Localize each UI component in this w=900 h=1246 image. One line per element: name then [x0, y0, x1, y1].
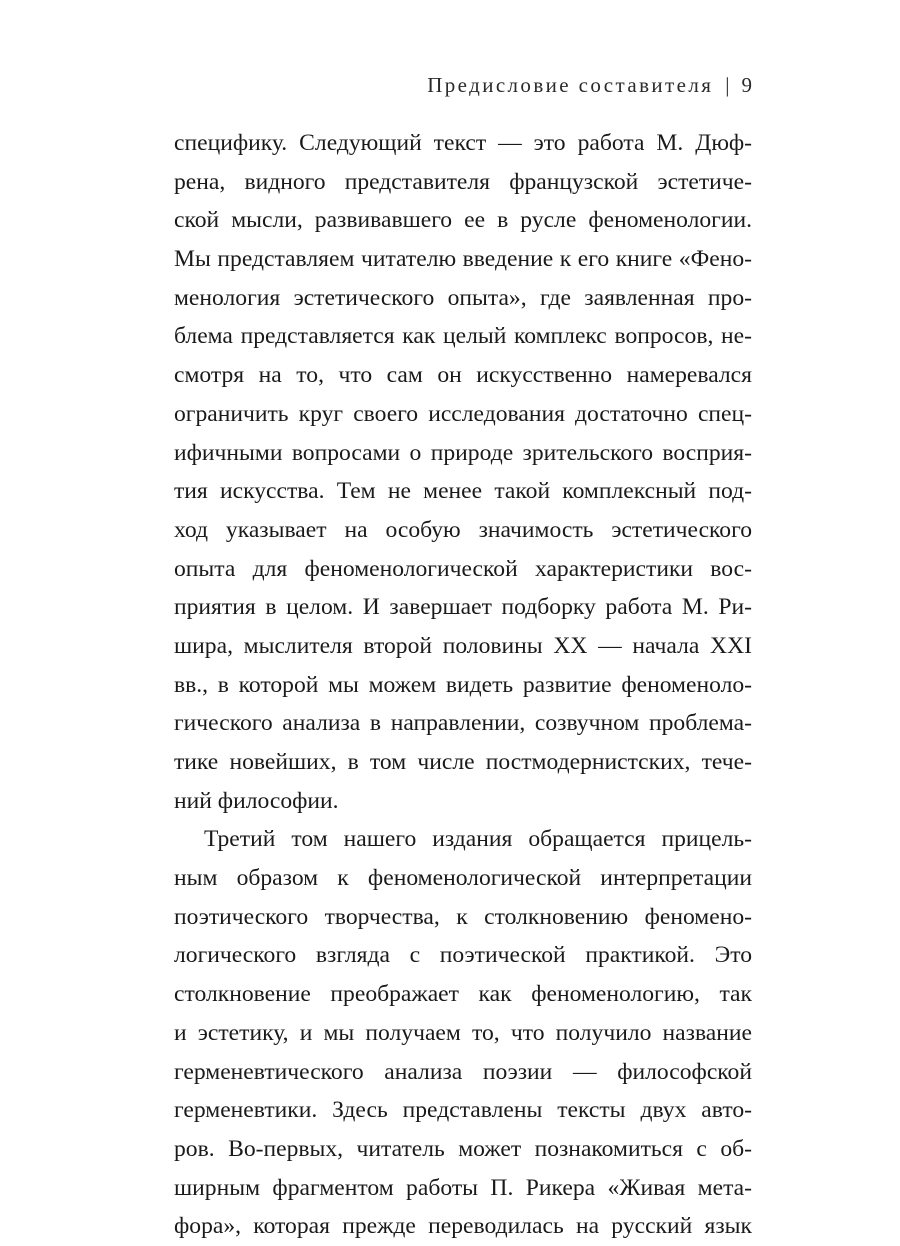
- text-line: тия искусства. Тем не менее такой комплексный под-: [174, 478, 752, 505]
- text-line: менология эстетического опыта», где заявленная про-: [174, 284, 752, 311]
- text-line: блема представляется как целый комплекс вопросов, не-: [174, 323, 752, 350]
- text-line: ской мысли, развивавшего ее в русле феноменологии.: [174, 207, 752, 234]
- text-line: ход указывает на особую значимость эстетического: [174, 516, 752, 543]
- header-separator: |: [725, 73, 730, 97]
- text-line: герменевтики. Здесь представлены тексты двух авто-: [174, 1097, 752, 1124]
- paragraph: [174, 820, 752, 1246]
- text-line: ограничить круг своего исследования достаточно спец-: [174, 400, 752, 427]
- text-line: ным образом к феноменологической интерпретации: [174, 865, 752, 892]
- text-line: и эстетику, и мы получаем то, что получило название: [174, 1019, 752, 1046]
- text-line: рена, видного представителя французской эстетиче-: [174, 168, 752, 195]
- text-line: логического взгляда с поэтической практикой. Это: [174, 942, 752, 969]
- text-line: ширным фрагментом работы П. Рикера «Живая мета-: [174, 1174, 752, 1201]
- text-line: столкновение преображает как феноменологию, так: [174, 981, 752, 1008]
- text-line: ров. Во-первых, читатель может познакомиться с об-: [174, 1135, 752, 1162]
- text-line: вв., в которой мы можем видеть развитие феноменоло-: [174, 671, 752, 698]
- text-line: герменевтического анализа поэзии — философской: [174, 1058, 752, 1085]
- text-line: опыта для феноменологической характеристики вос-: [174, 555, 752, 582]
- text-line: специфику. Следующий текст — это работа М. Дюф-: [174, 130, 752, 156]
- text-line: приятия в целом. И завершает подборку работа М. Ри-: [174, 594, 752, 621]
- text-line: фора», которая прежде переводилась на русский язык: [174, 1213, 752, 1240]
- text-line: ний философии.: [174, 787, 339, 814]
- text-line: Третий том нашего издания обращается прицель-: [204, 826, 752, 853]
- section-title: Предисловие составителя: [427, 73, 714, 97]
- text-line: смотря на то, что сам он искусственно намеревался: [174, 362, 752, 389]
- text-line: шира, мыслителя второй половины XX — начала XXI: [174, 632, 752, 659]
- running-head: [427, 70, 752, 100]
- text-line: тике новейших, в том числе постмодернистских, тече-: [174, 749, 752, 775]
- body-text: [174, 124, 752, 1246]
- paragraph: [174, 124, 752, 820]
- page-number: 9: [741, 73, 752, 97]
- text-line: ифичными вопросами о природе зрительского восприя-: [174, 439, 752, 466]
- text-line: Мы представляем читателю введение к его книге «Фено-: [174, 246, 752, 273]
- text-line: поэтического творчества, к столкновению феномено-: [174, 903, 752, 930]
- text-line: гического анализа в направлении, созвучном проблема-: [174, 710, 752, 737]
